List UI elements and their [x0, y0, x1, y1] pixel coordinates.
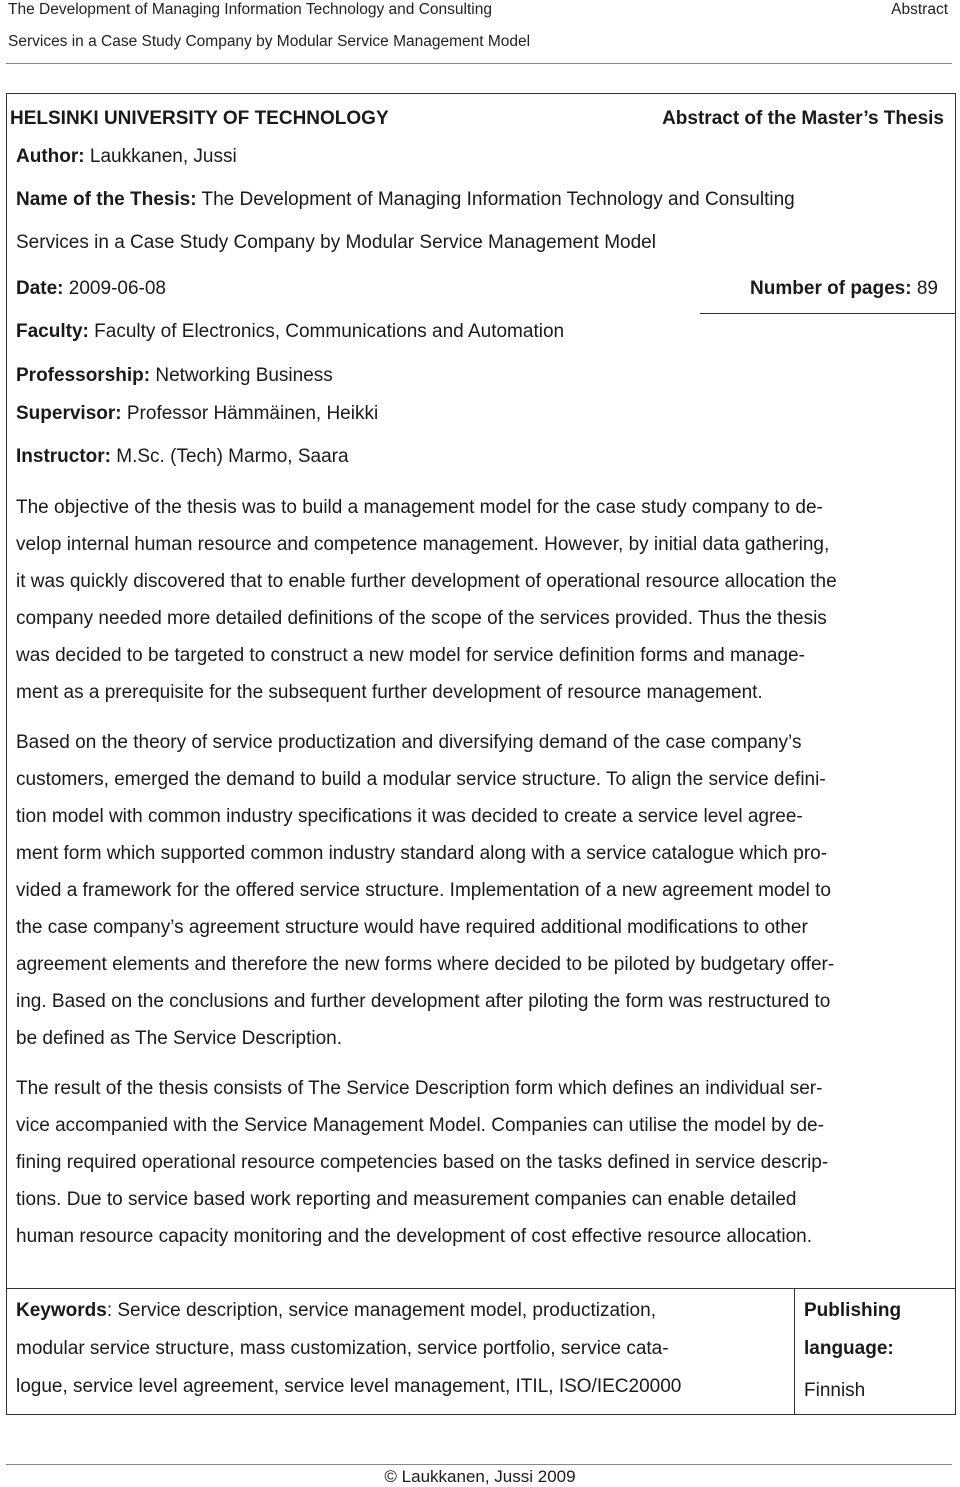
publishing-language-label-2: language:: [804, 1338, 894, 1359]
abstract-paragraph-2: [16, 724, 942, 1057]
professorship-label: Professorship:: [16, 365, 151, 386]
abstract-line: ment form which supported common industry standard along with a service catalogue which pro-: [16, 843, 828, 864]
abstract-line: agreement elements and therefore the new forms where decided to be piloted by budgetary offer-: [16, 954, 835, 975]
thesis-name-label: Name of the Thesis:: [16, 189, 197, 210]
keywords-divider: [6, 1288, 956, 1289]
running-header-section: Abstract: [891, 1, 948, 18]
abstract-line: company needed more detailed definitions of the scope of the services provided. Thus the thesis: [16, 608, 827, 629]
abstract-line: ing. Based on the conclusions and further development after piloting the form was restructured to: [16, 991, 831, 1012]
abstract-line: human resource capacity monitoring and the development of cost effective resource allocation.: [16, 1226, 812, 1247]
header-divider: [6, 63, 952, 64]
pages-label: Number of pages:: [750, 278, 912, 299]
abstract-line: The result of the thesis consists of The Service Description form which defines an individual ser-: [16, 1078, 823, 1099]
supervisor-row: [16, 403, 378, 425]
professorship-value: Networking Business: [155, 365, 333, 386]
author-row: [16, 146, 237, 168]
abstract-line: vided a framework for the offered service structure. Implementation of a new agreement model to: [16, 880, 831, 901]
pages-value: 89: [916, 278, 938, 299]
abstract-paragraph-3: [16, 1070, 942, 1255]
author-value: Laukkanen, Jussi: [89, 146, 237, 167]
footer-divider: [6, 1464, 952, 1465]
professorship-row: [16, 365, 333, 387]
abstract-line: vice accompanied with the Service Management Model. Companies can utilise the model by de-: [16, 1115, 824, 1136]
instructor-value: M.Sc. (Tech) Marmo, Saara: [116, 446, 349, 467]
abstract-line: fining required operational resource competencies based on the tasks defined in service descrip-: [16, 1152, 829, 1173]
author-label: Author:: [16, 146, 85, 167]
keywords-line1: Keywords: Service description, service management model, productization,: [16, 1300, 656, 1321]
pages-row: [750, 278, 938, 300]
abstract-line: velop internal human resource and competence management. However, by initial data gathering,: [16, 534, 830, 555]
supervisor-value: Professor Hämmäinen, Heikki: [126, 403, 379, 424]
abstract-line: ment as a prerequisite for the subsequent further development of resource management.: [16, 682, 763, 703]
document-type: Abstract of the Master’s Thesis: [662, 108, 944, 129]
abstract-line: The objective of the thesis was to build a management model for the case study company to de-: [16, 497, 823, 518]
date-label: Date:: [16, 278, 64, 299]
publishing-language-divider: [794, 1288, 795, 1415]
faculty-label: Faculty:: [16, 321, 89, 342]
thesis-name-line1: The Development of Managing Information Technology and Consulting: [201, 189, 795, 210]
publishing-language-label-1: Publishing: [804, 1300, 902, 1321]
running-header-title-line1: The Development of Managing Information Technology and Consulting: [8, 1, 492, 18]
faculty-value: Faculty of Electronics, Communications and Automation: [94, 321, 565, 342]
publishing-language-cell: [804, 1292, 944, 1410]
pages-cell-divider: [700, 313, 956, 314]
abstract-line: it was quickly discovered that to enable further development of operational resource allocation the: [16, 571, 837, 592]
thesis-name-line2: Services in a Case Study Company by Modular Service Management Model: [16, 232, 656, 253]
thesis-name-row: [16, 189, 795, 211]
copyright-notice: © Laukkanen, Jussi 2009: [384, 1467, 576, 1486]
keywords-cell: [16, 1292, 786, 1406]
abstract-line: tions. Due to service based work reporting and measurement companies can enable detailed: [16, 1189, 797, 1210]
abstract-line: tion model with common industry specifications it was decided to create a service level agree-: [16, 806, 803, 827]
publishing-language-value: Finnish: [804, 1380, 866, 1401]
keywords-line2: modular service structure, mass customization, service portfolio, service cata-: [16, 1338, 669, 1359]
institution-name: HELSINKI UNIVERSITY OF TECHNOLOGY: [10, 108, 389, 129]
keywords-text: Service description, service management model, productization,: [117, 1300, 656, 1321]
abstract-paragraph-1: [16, 489, 942, 711]
supervisor-label: Supervisor:: [16, 403, 122, 424]
running-header-title-line2: Services in a Case Study Company by Modular Service Management Model: [8, 33, 531, 50]
abstract-line: the case company’s agreement structure would have required additional modifications to other: [16, 917, 808, 938]
abstract-line: be defined as The Service Description.: [16, 1028, 342, 1049]
date-row: [16, 278, 166, 300]
date-value: 2009-06-08: [68, 278, 166, 299]
faculty-row: [16, 321, 564, 343]
abstract-line: customers, emerged the demand to build a modular service structure. To align the service defini-: [16, 769, 826, 790]
instructor-row: [16, 446, 349, 468]
keywords-line3: logue, service level agreement, service level management, ITIL, ISO/IEC20000: [16, 1376, 682, 1397]
instructor-label: Instructor:: [16, 446, 111, 467]
abstract-line: Based on the theory of service productization and diversifying demand of the case company’s: [16, 732, 802, 753]
abstract-line: was decided to be targeted to construct a new model for service definition forms and manage-: [16, 645, 805, 666]
keywords-label: Keywords: [16, 1300, 107, 1321]
